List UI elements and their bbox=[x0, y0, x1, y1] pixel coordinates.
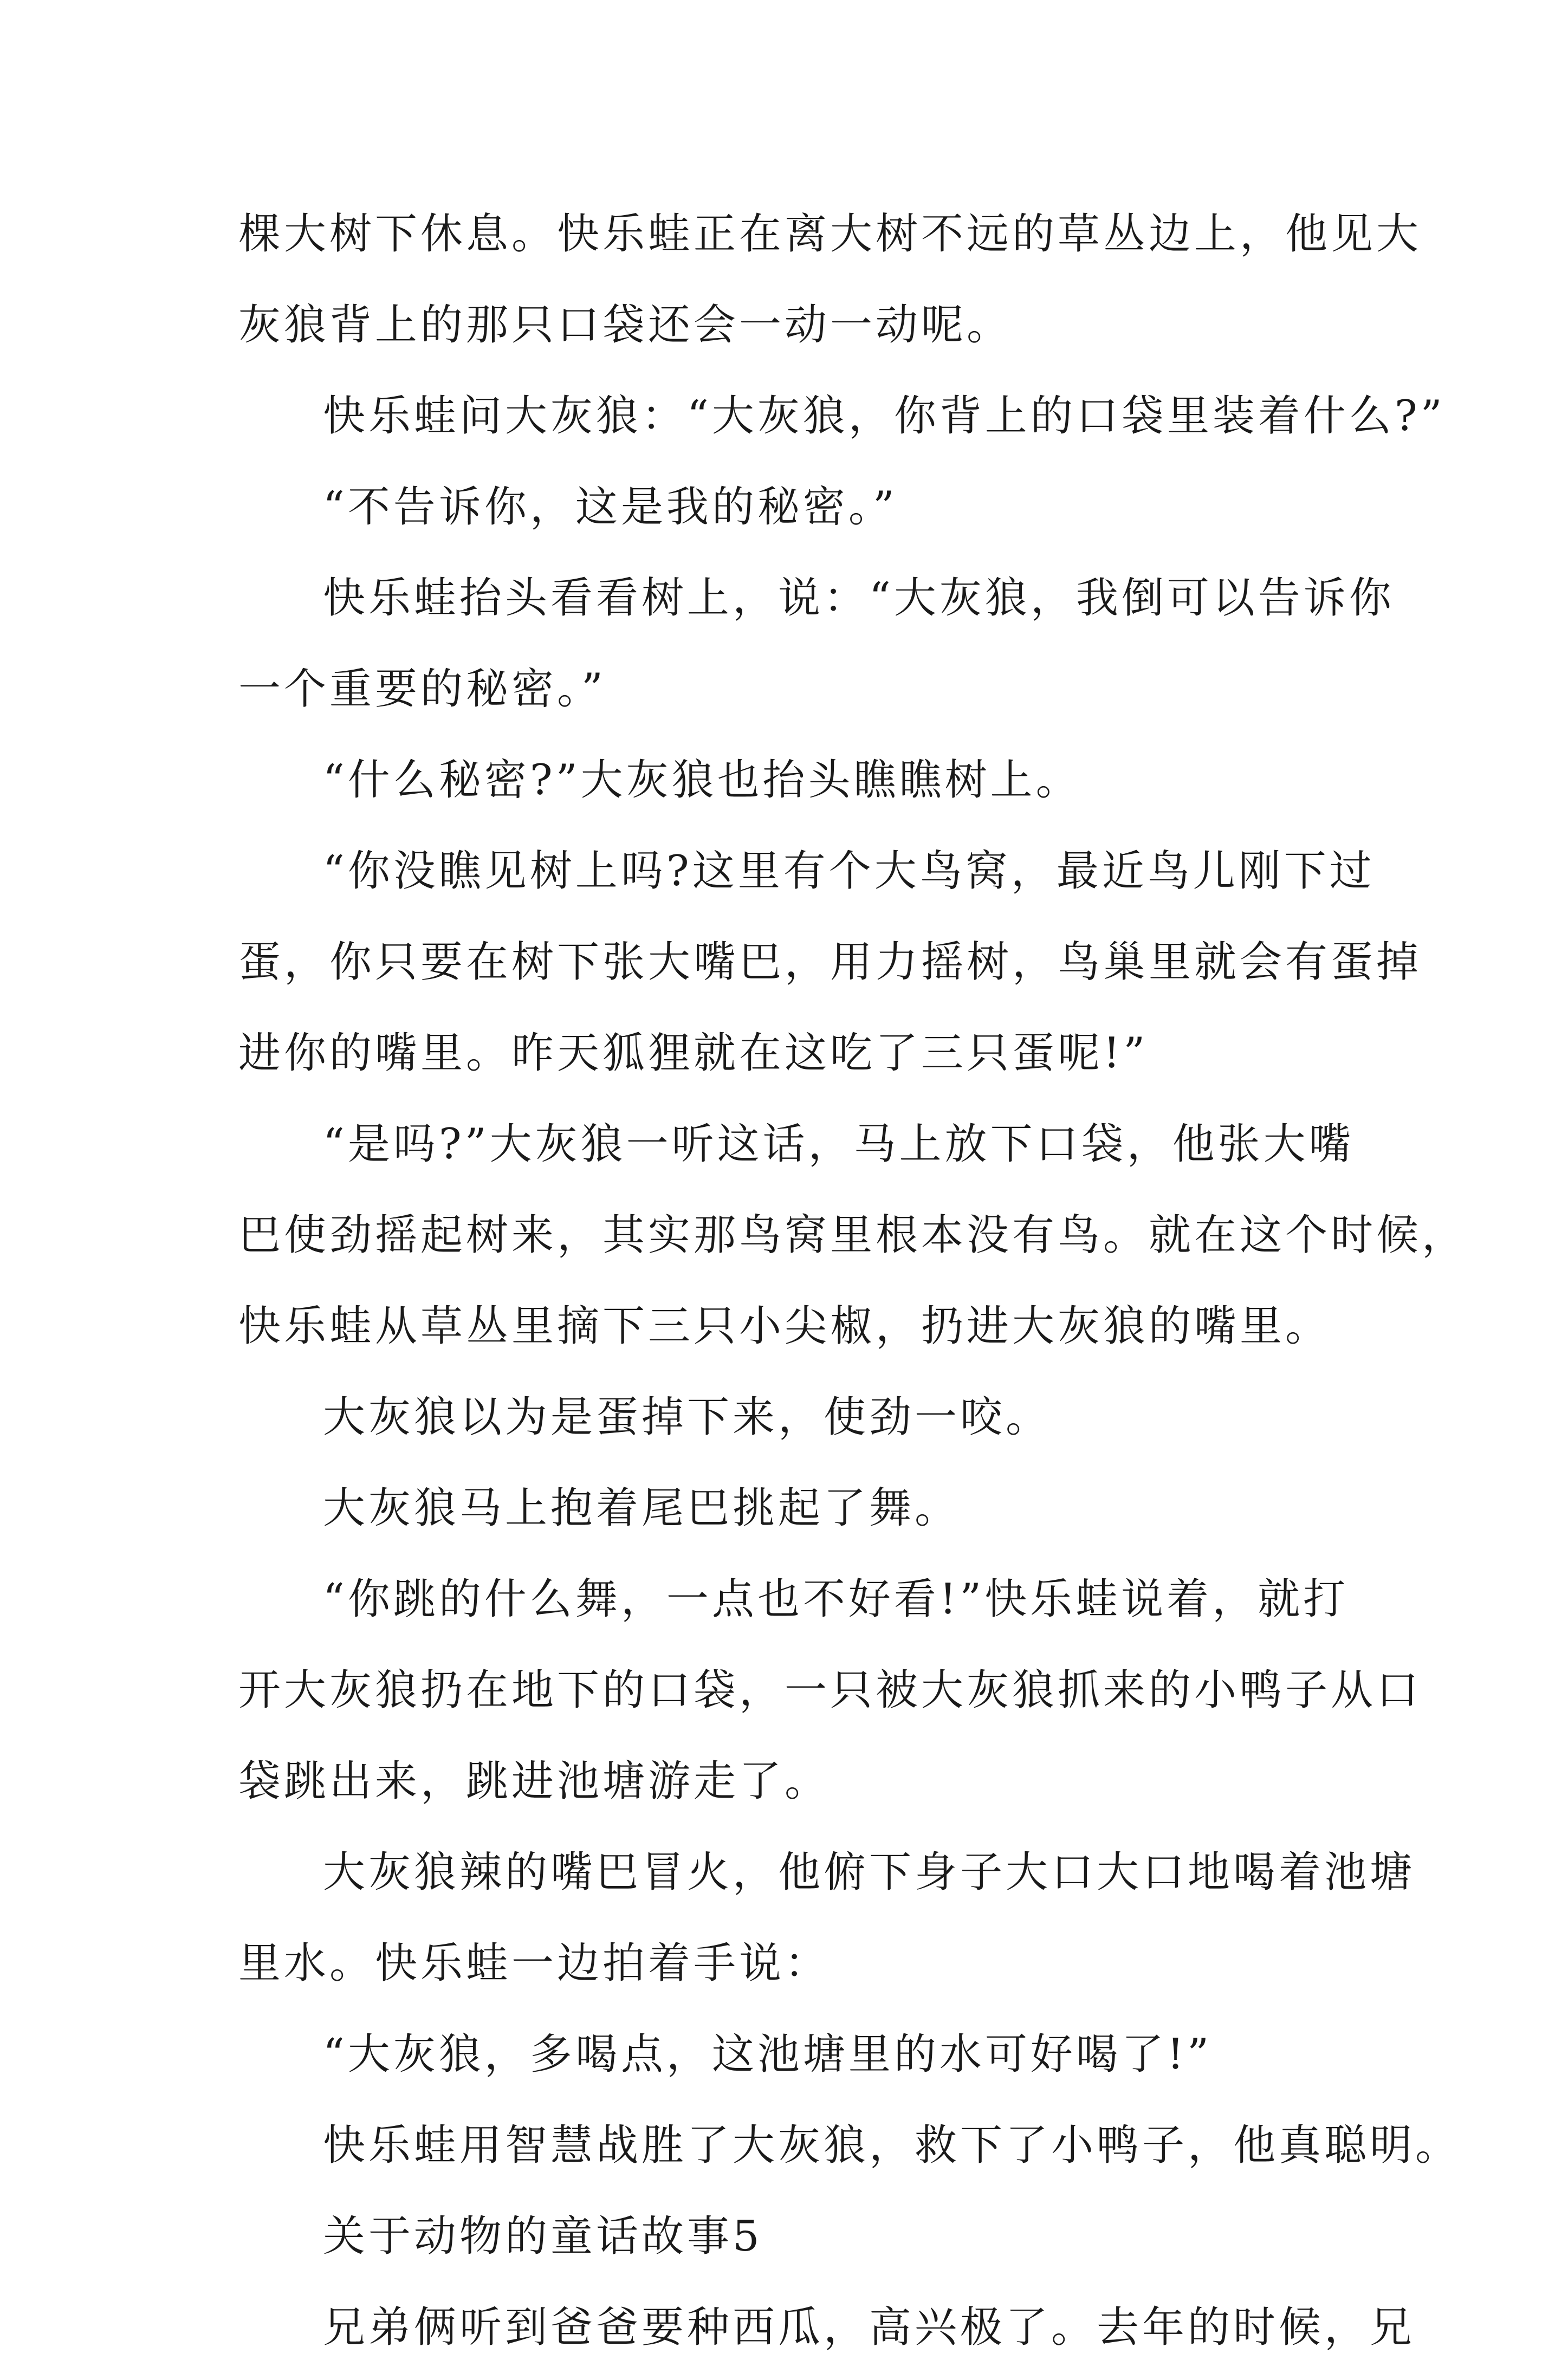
text-line: “是吗?”大灰狼一听这话，马上放下口袋，他张大嘴 bbox=[323, 1120, 1355, 1169]
text-line: “大灰狼，多喝点，这池塘里的水可好喝了!” bbox=[323, 2030, 1213, 2079]
text-line: 大灰狼辣的嘴巴冒火，他俯下身子大口大口地喝着池塘 bbox=[323, 1848, 1416, 1897]
text-line: 开大灰狼扔在地下的口袋，一只被大灰狼抓来的小鸭子从口 bbox=[238, 1666, 1422, 1715]
text-line: “你跳的什么舞，一点也不好看!”快乐蛙说着，就打 bbox=[323, 1575, 1349, 1624]
text-line: “不告诉你，这是我的秘密。” bbox=[323, 483, 898, 531]
text-line: “什么秘密?”大灰狼也抬头瞧瞧树上。 bbox=[323, 756, 1081, 805]
text-line: 进你的嘴里。昨天狐狸就在这吃了三只蛋呢!” bbox=[238, 1029, 1149, 1078]
text-line: 大灰狼以为是蛋掉下来，使劲一咬。 bbox=[323, 1393, 1052, 1442]
text-line: 快乐蛙问大灰狼：“大灰狼，你背上的口袋里装着什么?” bbox=[323, 392, 1446, 440]
text-line: 巴使劲摇起树来，其实那鸟窝里根本没有鸟。就在这个时候， bbox=[238, 1211, 1468, 1260]
text-line: 里水。快乐蛙一边拍着手说： bbox=[238, 1939, 831, 1988]
text-line: “你没瞧见树上吗?这里有个大鸟窝，最近鸟儿刚下过 bbox=[323, 847, 1375, 896]
text-line: 快乐蛙抬头看看树上，说：“大灰狼，我倒可以告诉你 bbox=[323, 574, 1395, 623]
section-heading: 关于动物的童话故事5 bbox=[323, 2212, 763, 2261]
text-line: 棵大树下休息。快乐蛙正在离大树不远的草丛边上，他见大 bbox=[238, 210, 1422, 258]
text-line: 袋跳出来，跳进池塘游走了。 bbox=[238, 1757, 831, 1806]
text-line: 兄弟俩听到爸爸要种西瓜，高兴极了。去年的时候，兄 bbox=[323, 2303, 1416, 2352]
text-line: 蛋，你只要在树下张大嘴巴，用力摇树，鸟巢里就会有蛋掉 bbox=[238, 938, 1422, 987]
text-line: 快乐蛙从草丛里摘下三只小尖椒，扔进大灰狼的嘴里。 bbox=[238, 1302, 1331, 1351]
text-line: 灰狼背上的那只口袋还会一动一动呢。 bbox=[238, 301, 1013, 349]
story-text bbox=[238, 189, 1468, 2373]
text-line: 一个重要的秘密。” bbox=[238, 665, 606, 714]
text-line: 快乐蛙用智慧战胜了大灰狼，救下了小鸭子，他真聪明。 bbox=[323, 2121, 1461, 2170]
text-line: 大灰狼马上抱着尾巴挑起了舞。 bbox=[323, 1484, 961, 1533]
